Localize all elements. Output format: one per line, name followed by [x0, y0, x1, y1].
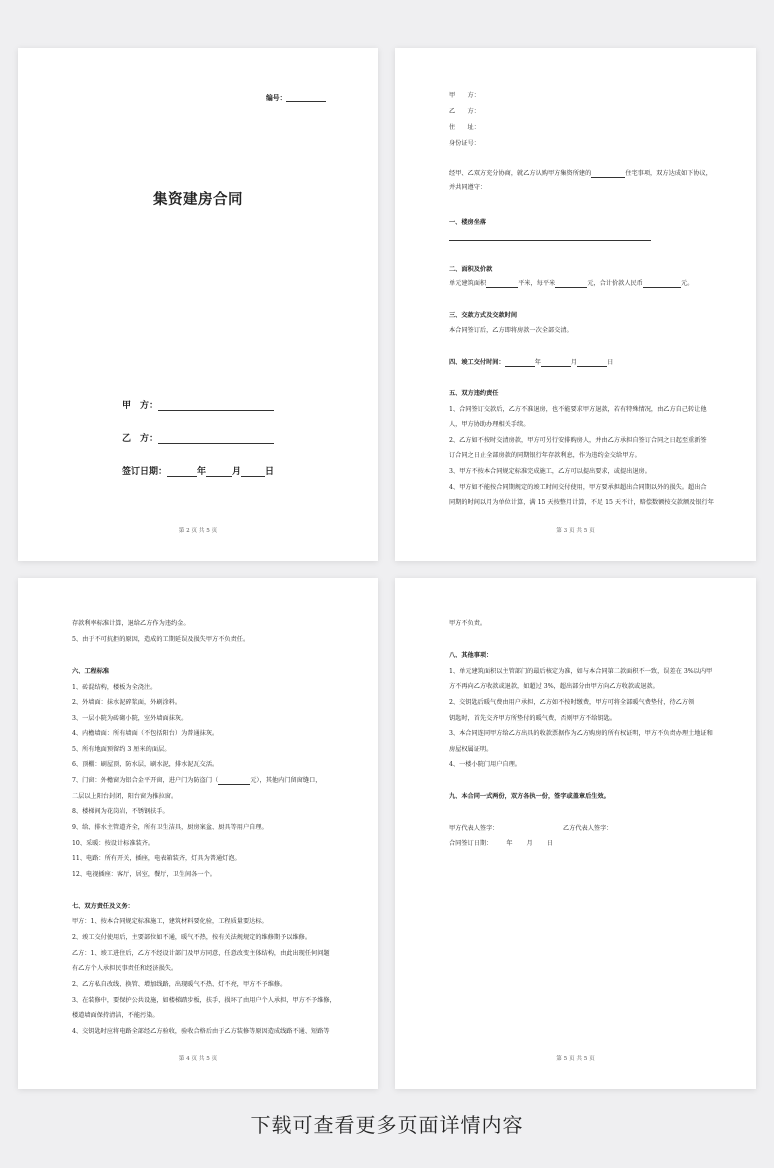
year-label: 年	[197, 467, 207, 477]
clause-line: 人，甲方协助办理相关手续。	[449, 421, 530, 428]
clause-line: 订合同之日止全部房款的同期银行年存款利息，作为违约金交给甲方。	[449, 452, 641, 459]
completion-year-blank	[505, 359, 535, 367]
completion-year: 年	[534, 359, 541, 366]
duty-line: 2、竣工交付使用后，主要部位如不通，暖气不热，按有关法规规定的维修期予以维修。	[72, 934, 312, 941]
standard-item: 1、砖混结构，楼板为全浇注。	[72, 684, 157, 691]
other-item: 方不再向乙方收款或退款，如超过 3%，超出部分由甲方向乙方收款或退款。	[449, 683, 659, 690]
party-a-line	[122, 398, 274, 411]
duty-line: 乙方：1、竣工进住后，乙方不经设计部门及甲方同意，任意改变主体结构，由此出现任何问题	[72, 950, 330, 957]
page-footer: 第 2 页 共 5 页	[178, 528, 218, 534]
standard-item: 6、顶棚：刷屋顶，防水层，刷水泥，排水泥瓦交活。	[72, 761, 219, 768]
month-label: 月	[232, 467, 242, 477]
signature-party-a: 甲方代表人签字：	[449, 825, 499, 832]
party-b-field: 乙 方：	[449, 108, 480, 115]
clause-line: 5、由于不可抗拒的原因，造成的工期延误及损失甲方不负责任。	[72, 636, 250, 643]
area-text-4: 元。	[680, 280, 694, 287]
page-footer: 第 3 页 共 5 页	[556, 528, 595, 534]
standard-item: 4、内檐墙面：所有墙面（不包括阳台）为普通抹灰。	[72, 730, 219, 737]
clause-line: 同期的时间以月为单位计算，满 15 天按整月计算，不足 15 天不计，赔偿数额按交款额及银行年	[449, 499, 714, 506]
standard-item: 3、一层小院为砖砌小院，室外墙面抹灰。	[72, 715, 188, 722]
price-blank	[555, 280, 587, 288]
duty-line: 4、交钥匙时应将电路全部经乙方验收，验收合格后由于乙方装修等原因造成线路不通、短路等	[72, 1028, 330, 1035]
sign-date-text: 合同签订日期：	[449, 840, 493, 847]
download-more-caption: 下载可查看更多页面详情内容	[250, 1113, 524, 1137]
duty-line: 3、在装修中，要保护公共设施，如楼梯踏步板，扶手，损坏了由用户个人承担，甲方不予维修，	[72, 997, 336, 1004]
contract-number	[266, 92, 326, 102]
day-label: 日	[265, 467, 275, 477]
payment-text: 本合同签订后，乙方即将房款一次全部交清。	[449, 327, 573, 334]
intro-line-2: 并共同遵守：	[449, 184, 487, 191]
total-blank	[643, 280, 681, 288]
duty-line: 有乙方个人承担民事责任和经济损失。	[72, 965, 178, 972]
doors-text-1: 7、门窗：外檐窗为铝合金平开窗，进户门为防盗门（	[72, 777, 219, 784]
page-footer: 第 4 页 共 5 页	[178, 1056, 218, 1062]
location-blank	[449, 240, 651, 241]
intro-text-1: 经甲、乙双方充分协商，就乙方认购甲方集资所建的	[449, 170, 592, 177]
signature-party-b: 乙方代表人签字：	[563, 825, 613, 832]
sign-day: 日	[546, 840, 553, 847]
duty-line: 甲方：1、按本合同规定标准施工，建筑材料要化验，工程质量要达标。	[72, 918, 268, 925]
party-b-blank	[158, 434, 274, 444]
other-item: 房屋权属证明。	[449, 746, 493, 753]
section-heading: 七、双方责任及义务：	[72, 903, 134, 910]
document-page-4	[18, 578, 378, 1089]
intro-blank	[591, 170, 625, 178]
page-title: 集资建房合同	[153, 192, 243, 208]
year-blank	[167, 467, 197, 477]
standard-item: 9、给、排水主管道齐全，所有卫生洁具，厨房案盆、厨具等用户自理。	[72, 824, 268, 831]
completion-month-blank	[541, 359, 571, 367]
month-blank	[206, 467, 232, 477]
contract-number-label: 编号：	[266, 94, 287, 102]
document-page-5	[395, 578, 756, 1089]
clause-line: 甲方不负责。	[449, 620, 487, 627]
party-a-blank	[158, 401, 274, 411]
doors-text-2: 元），其他内门留窗缝口，	[250, 777, 322, 784]
clause-line: 4、甲方如不能按合同期规定的竣工时间交付使用，甲方要承担超出合同期以外的损失。超出合	[449, 484, 707, 491]
area-price-line	[449, 280, 726, 288]
completion-month: 月	[570, 359, 578, 366]
clause-line: 1、合同签订交款后，乙方不准退房，也不能要求甲方退款，若有特殊情况，由乙方自己转让他	[449, 406, 707, 413]
section-heading: 六、工程标准	[72, 668, 110, 675]
address-field: 住 址：	[449, 124, 480, 131]
other-item: 1、单元建筑面积以主管部门的最后核定为准，如与本合同第二款面积不一致，误差在 3%以内甲	[449, 668, 713, 675]
party-a-field: 甲 方：	[449, 92, 480, 99]
section-heading: 三、交款方式及交款时间	[449, 312, 518, 319]
area-text-1: 单元建筑面积	[449, 280, 487, 287]
page-footer: 第 5 页 共 5 页	[556, 1056, 595, 1062]
completion-day: 日	[607, 359, 614, 366]
area-blank	[486, 280, 518, 288]
completion-label: 四、竣工交付时间：	[449, 359, 505, 366]
intro-text-2: 住宅事项，双方达成如下协议，	[625, 170, 712, 177]
sign-date-label: 签订日期：	[122, 467, 168, 477]
area-text-2: 平米，每平米	[518, 280, 556, 287]
day-blank	[241, 467, 265, 477]
standard-item: 二层以上阳台封闭，阳台窗为推拉窗。	[72, 793, 178, 800]
sign-date-line	[122, 464, 274, 477]
sign-month: 月	[526, 840, 533, 847]
document-page-2	[18, 48, 378, 561]
standard-item: 5、所有地面预留约 3 厘米的面层。	[72, 746, 171, 753]
completion-time-line	[449, 359, 726, 367]
clause-line: 2、乙方如不按时交清房款，甲方可另行安排购房人，并由乙方承担自签订合同之日起至重新签	[449, 437, 707, 444]
clause-line: 3、甲方不按本合同规定标准完成施工，乙方可以提出要求，或提出退房。	[449, 468, 651, 475]
standard-item: 2、外墙面：抹水泥碎浆面，外刷涂料。	[72, 699, 182, 706]
section-heading: 八、其他事项：	[449, 652, 493, 659]
door-price-blank	[218, 777, 250, 785]
party-a-label: 甲 方：	[122, 401, 159, 411]
document-page-3	[395, 48, 756, 561]
duty-line: 2、乙方私自改线、换管、增加线路，出现暖气不热、灯不亮，甲方不予维修。	[72, 981, 287, 988]
standard-item: 12、电视插座：客厅，居室，餐厅，卫生间各一个。	[72, 871, 216, 878]
contract-sign-date	[449, 840, 726, 848]
party-b-line	[122, 431, 274, 444]
other-item: 4、一楼小院门用户自理。	[449, 761, 521, 768]
contract-number-blank	[286, 94, 326, 102]
clause-line: 存款利率标准计算，退给乙方作为违约金。	[72, 620, 190, 627]
area-text-3: 元，合计价款人民币	[587, 280, 643, 287]
sign-year: 年	[506, 840, 513, 847]
intro-line	[449, 170, 726, 178]
duty-line: 楼道墙面保持清洁，不能污染。	[72, 1012, 159, 1019]
other-item: 钥匙时，首先交齐甲方所垫付的暖气费，否则甲方不给钥匙。	[449, 715, 617, 722]
section-heading: 一、楼房坐落	[449, 219, 487, 226]
standard-item-doors	[72, 777, 348, 785]
completion-day-blank	[577, 359, 607, 367]
standard-item: 11、电路：所有开关，插座，电表箱装齐，灯具为普通灯泡。	[72, 855, 241, 862]
party-b-label: 乙 方：	[122, 434, 159, 444]
section-heading: 二、面积及价款	[449, 266, 493, 273]
standard-item: 8、楼梯间为花岗岩，不锈钢扶手。	[72, 808, 169, 815]
section-heading: 五、双方违约责任	[449, 390, 499, 397]
section-heading: 九、本合同一式两份，双方各执一份，签字或盖章后生效。	[449, 793, 610, 800]
other-item: 2、交钥匙后暖气费由用户承担，乙方如不按时缴费，甲方可将全部暖气费垫付，待乙方领	[449, 699, 695, 706]
other-item: 3、本合同连同甲方给乙方出具的收款票据作为乙方购房的所有权证明，甲方不负责办理土地证和	[449, 730, 713, 737]
id-number-field: 身份证号：	[449, 140, 480, 147]
standard-item: 10、采暖：按设计标准装齐。	[72, 840, 155, 847]
